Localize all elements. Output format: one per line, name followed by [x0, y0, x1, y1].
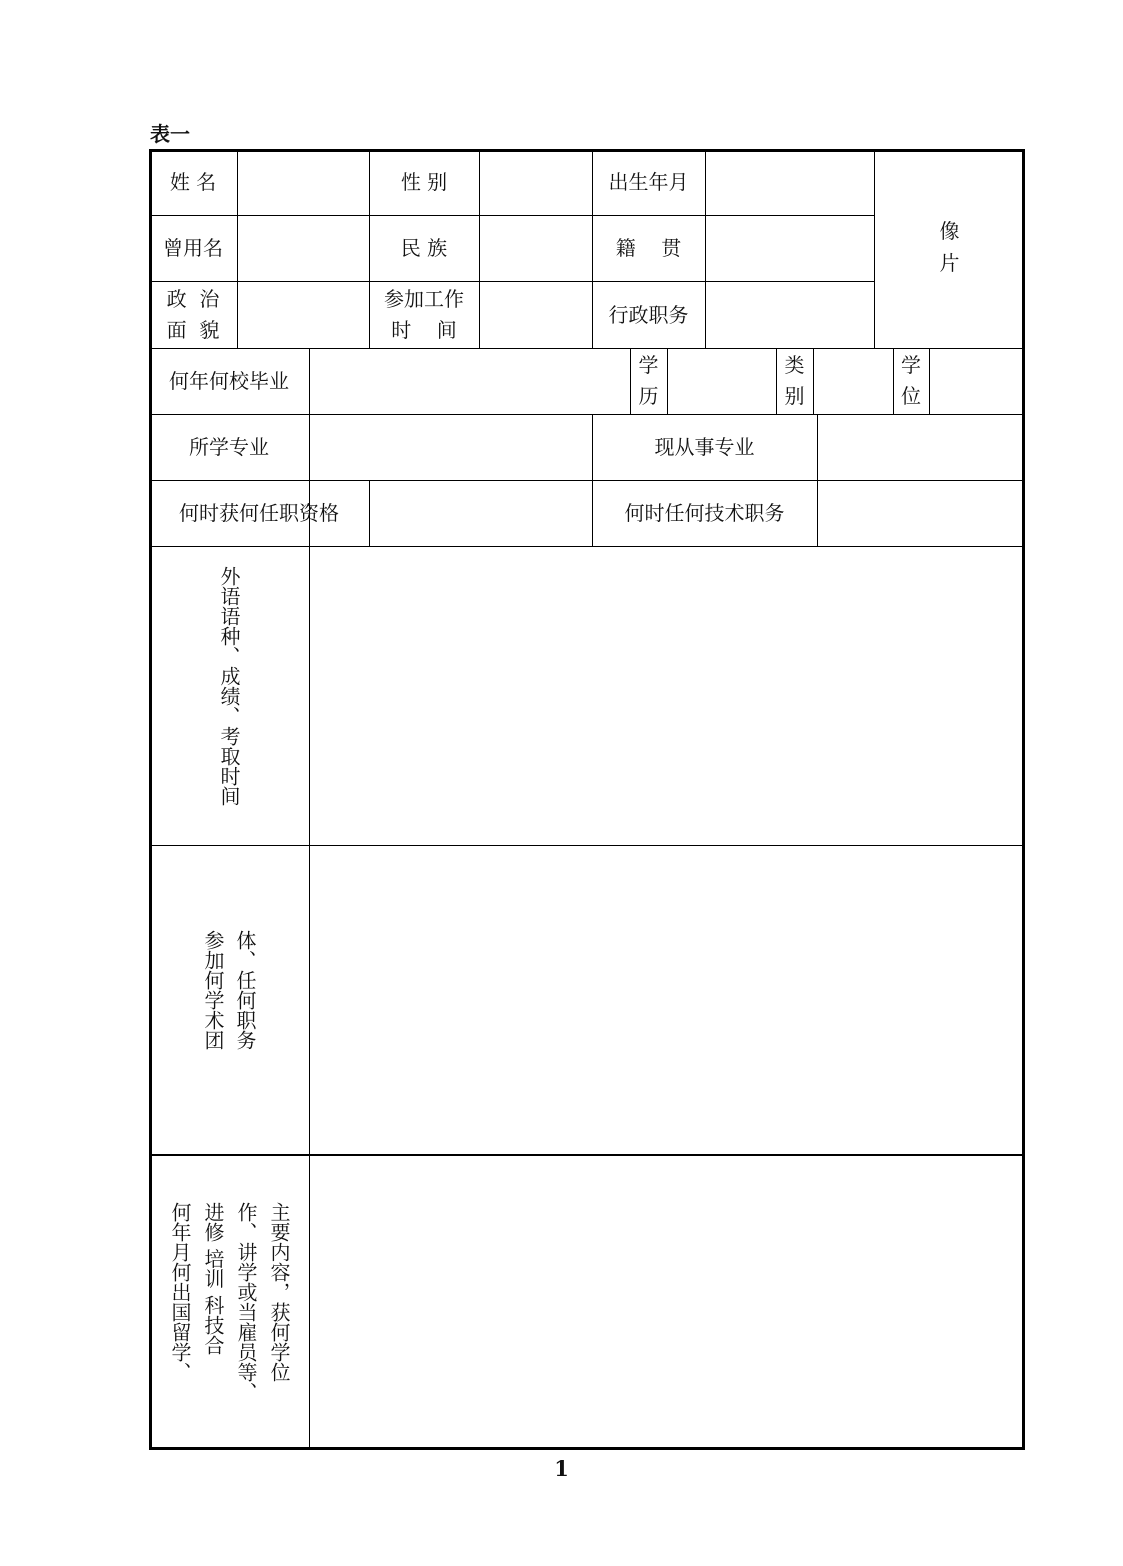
academic-groups-label-cell — [149, 846, 309, 1154]
abroad-label-cell — [149, 1156, 309, 1450]
abroad-label-col1: 何年月何出国留学、 — [168, 1202, 192, 1382]
work-start-field[interactable] — [480, 281, 592, 348]
graduation-field[interactable] — [310, 348, 630, 414]
foreign-language-label: 外语语种、成绩、考取时间 — [217, 566, 241, 806]
former-name-label: 曾用名 — [163, 236, 223, 260]
degree-label: 学 位 — [901, 353, 921, 408]
abroad-label-col3: 作、讲学或当雇员等、 — [234, 1202, 258, 1402]
qualification-label: 何时获何任职资格 — [179, 501, 339, 525]
work-start-label: 参加工作 时 间 — [384, 286, 464, 342]
page-number: 1 — [554, 1456, 569, 1481]
major-label: 所学专业 — [189, 435, 269, 459]
political-field[interactable] — [238, 281, 369, 348]
major-field[interactable] — [310, 414, 592, 480]
graduation-label: 何年何校毕业 — [169, 369, 289, 393]
former-name-field[interactable] — [238, 215, 369, 281]
admin-position-label: 行政职务 — [608, 302, 689, 327]
academic-groups-label-col1: 参加何学术团 — [201, 930, 225, 1050]
gender-field[interactable] — [480, 149, 592, 215]
degree-field[interactable] — [930, 348, 1025, 414]
foreign-language-field[interactable] — [310, 547, 1025, 845]
category-field[interactable] — [814, 348, 893, 414]
name-field[interactable] — [238, 149, 369, 215]
ethnicity-field[interactable] — [480, 215, 592, 281]
current-major-label: 现从事专业 — [654, 435, 755, 459]
native-place-field[interactable] — [706, 215, 874, 281]
abroad-label-col4: 主要内容，获何学位 — [267, 1202, 291, 1382]
form-title: 表一 — [150, 122, 190, 146]
gender-label: 性 别 — [400, 170, 448, 194]
foreign-language-label-cell — [149, 546, 309, 845]
category-label: 类 别 — [784, 353, 805, 408]
native-place-label: 籍 贯 — [615, 236, 682, 260]
current-major-field[interactable] — [818, 414, 1025, 480]
name-label: 姓 名 — [169, 170, 217, 194]
political-label: 政 治 面 貌 — [166, 286, 220, 342]
academic-groups-field[interactable] — [310, 846, 1025, 1154]
abroad-label-col2: 进修 培训 科技合 — [201, 1202, 225, 1355]
ethnicity-label: 民 族 — [400, 236, 448, 260]
birth-field[interactable] — [706, 149, 874, 215]
abroad-field[interactable] — [310, 1156, 1025, 1450]
admin-position-field[interactable] — [706, 281, 874, 348]
birth-label: 出生年月 — [608, 170, 689, 194]
photo-box[interactable]: 像 片 — [939, 219, 960, 275]
education-field[interactable] — [668, 348, 776, 414]
qualification-field[interactable] — [370, 480, 592, 546]
registration-form — [149, 149, 1025, 1450]
tech-position-field[interactable] — [818, 480, 1025, 546]
education-label: 学 历 — [638, 353, 659, 408]
tech-position-label: 何时任何技术职务 — [624, 501, 785, 525]
academic-groups-label-col2: 体、任何职务 — [233, 930, 257, 1050]
